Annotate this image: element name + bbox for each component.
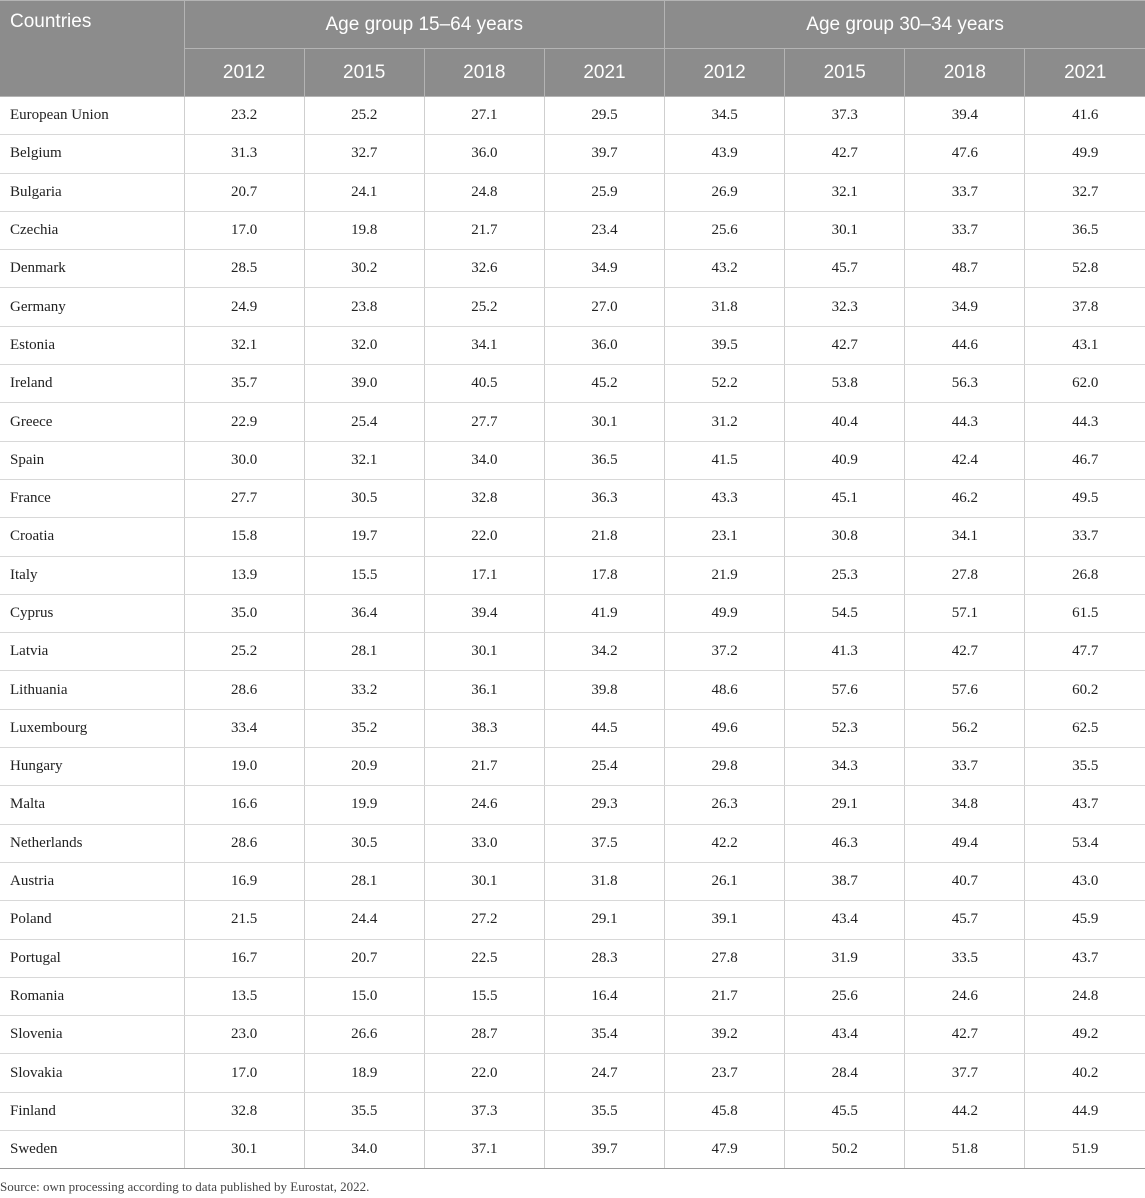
country-cell: Bulgaria bbox=[0, 173, 184, 211]
value-cell: 35.5 bbox=[1025, 748, 1145, 786]
value-cell: 32.8 bbox=[184, 1092, 304, 1130]
value-cell: 42.7 bbox=[785, 326, 905, 364]
country-cell: Netherlands bbox=[0, 824, 184, 862]
table-row bbox=[0, 1054, 1145, 1092]
value-cell: 42.4 bbox=[905, 441, 1025, 479]
value-cell: 24.6 bbox=[424, 786, 544, 824]
value-cell: 45.9 bbox=[1025, 901, 1145, 939]
value-cell: 26.9 bbox=[665, 173, 785, 211]
value-cell: 49.9 bbox=[665, 594, 785, 632]
header-year: 2021 bbox=[544, 49, 664, 97]
value-cell: 25.2 bbox=[424, 288, 544, 326]
value-cell: 28.3 bbox=[544, 939, 664, 977]
table-row bbox=[0, 556, 1145, 594]
value-cell: 43.2 bbox=[665, 250, 785, 288]
value-cell: 29.8 bbox=[665, 748, 785, 786]
value-cell: 44.3 bbox=[905, 403, 1025, 441]
value-cell: 19.0 bbox=[184, 748, 304, 786]
value-cell: 28.6 bbox=[184, 824, 304, 862]
value-cell: 45.7 bbox=[785, 250, 905, 288]
value-cell: 43.0 bbox=[1025, 862, 1145, 900]
value-cell: 30.1 bbox=[424, 633, 544, 671]
value-cell: 44.5 bbox=[544, 709, 664, 747]
country-cell: Ireland bbox=[0, 365, 184, 403]
value-cell: 23.7 bbox=[665, 1054, 785, 1092]
header-year: 2018 bbox=[424, 49, 544, 97]
value-cell: 37.3 bbox=[785, 97, 905, 135]
table-row bbox=[0, 1092, 1145, 1130]
value-cell: 28.6 bbox=[184, 671, 304, 709]
country-cell: European Union bbox=[0, 97, 184, 135]
value-cell: 23.2 bbox=[184, 97, 304, 135]
value-cell: 43.3 bbox=[665, 479, 785, 517]
value-cell: 21.8 bbox=[544, 518, 664, 556]
table-row bbox=[0, 748, 1145, 786]
country-cell: Spain bbox=[0, 441, 184, 479]
value-cell: 23.4 bbox=[544, 211, 664, 249]
value-cell: 34.0 bbox=[304, 1131, 424, 1169]
value-cell: 31.8 bbox=[544, 862, 664, 900]
value-cell: 41.9 bbox=[544, 594, 664, 632]
table-header bbox=[0, 1, 1145, 97]
value-cell: 18.9 bbox=[304, 1054, 424, 1092]
value-cell: 36.4 bbox=[304, 594, 424, 632]
value-cell: 25.2 bbox=[304, 97, 424, 135]
value-cell: 37.5 bbox=[544, 824, 664, 862]
table-row bbox=[0, 901, 1145, 939]
header-year: 2012 bbox=[184, 49, 304, 97]
value-cell: 39.7 bbox=[544, 1131, 664, 1169]
table-row bbox=[0, 403, 1145, 441]
value-cell: 30.1 bbox=[544, 403, 664, 441]
value-cell: 36.0 bbox=[424, 135, 544, 173]
header-group-30-34: Age group 30–34 years bbox=[665, 1, 1145, 49]
value-cell: 39.8 bbox=[544, 671, 664, 709]
value-cell: 24.1 bbox=[304, 173, 424, 211]
value-cell: 43.7 bbox=[1025, 939, 1145, 977]
value-cell: 36.5 bbox=[1025, 211, 1145, 249]
value-cell: 26.6 bbox=[304, 1016, 424, 1054]
value-cell: 45.8 bbox=[665, 1092, 785, 1130]
value-cell: 43.9 bbox=[665, 135, 785, 173]
value-cell: 51.9 bbox=[1025, 1131, 1145, 1169]
value-cell: 38.3 bbox=[424, 709, 544, 747]
value-cell: 25.6 bbox=[665, 211, 785, 249]
table-row bbox=[0, 135, 1145, 173]
value-cell: 27.0 bbox=[544, 288, 664, 326]
value-cell: 40.2 bbox=[1025, 1054, 1145, 1092]
country-cell: Estonia bbox=[0, 326, 184, 364]
value-cell: 20.9 bbox=[304, 748, 424, 786]
value-cell: 29.1 bbox=[785, 786, 905, 824]
value-cell: 33.2 bbox=[304, 671, 424, 709]
value-cell: 47.9 bbox=[665, 1131, 785, 1169]
value-cell: 15.0 bbox=[304, 977, 424, 1015]
header-year: 2015 bbox=[304, 49, 424, 97]
value-cell: 29.1 bbox=[544, 901, 664, 939]
value-cell: 39.4 bbox=[905, 97, 1025, 135]
value-cell: 44.6 bbox=[905, 326, 1025, 364]
value-cell: 21.5 bbox=[184, 901, 304, 939]
value-cell: 24.8 bbox=[1025, 977, 1145, 1015]
value-cell: 30.5 bbox=[304, 479, 424, 517]
value-cell: 49.4 bbox=[905, 824, 1025, 862]
value-cell: 41.3 bbox=[785, 633, 905, 671]
value-cell: 21.7 bbox=[424, 211, 544, 249]
value-cell: 34.1 bbox=[905, 518, 1025, 556]
value-cell: 22.5 bbox=[424, 939, 544, 977]
value-cell: 27.7 bbox=[184, 479, 304, 517]
value-cell: 34.9 bbox=[905, 288, 1025, 326]
value-cell: 24.8 bbox=[424, 173, 544, 211]
value-cell: 45.7 bbox=[905, 901, 1025, 939]
value-cell: 25.6 bbox=[785, 977, 905, 1015]
value-cell: 35.7 bbox=[184, 365, 304, 403]
value-cell: 17.0 bbox=[184, 1054, 304, 1092]
value-cell: 33.0 bbox=[424, 824, 544, 862]
country-cell: Latvia bbox=[0, 633, 184, 671]
value-cell: 61.5 bbox=[1025, 594, 1145, 632]
value-cell: 28.4 bbox=[785, 1054, 905, 1092]
country-cell: Hungary bbox=[0, 748, 184, 786]
value-cell: 34.5 bbox=[665, 97, 785, 135]
value-cell: 34.2 bbox=[544, 633, 664, 671]
value-cell: 24.4 bbox=[304, 901, 424, 939]
table-row bbox=[0, 441, 1145, 479]
value-cell: 24.6 bbox=[905, 977, 1025, 1015]
value-cell: 32.8 bbox=[424, 479, 544, 517]
value-cell: 27.7 bbox=[424, 403, 544, 441]
value-cell: 40.9 bbox=[785, 441, 905, 479]
value-cell: 53.4 bbox=[1025, 824, 1145, 862]
value-cell: 49.9 bbox=[1025, 135, 1145, 173]
value-cell: 60.2 bbox=[1025, 671, 1145, 709]
value-cell: 23.1 bbox=[665, 518, 785, 556]
value-cell: 43.4 bbox=[785, 901, 905, 939]
value-cell: 13.9 bbox=[184, 556, 304, 594]
value-cell: 13.5 bbox=[184, 977, 304, 1015]
value-cell: 32.1 bbox=[785, 173, 905, 211]
value-cell: 23.0 bbox=[184, 1016, 304, 1054]
value-cell: 30.1 bbox=[424, 862, 544, 900]
value-cell: 43.7 bbox=[1025, 786, 1145, 824]
table-row bbox=[0, 1131, 1145, 1169]
value-cell: 27.8 bbox=[905, 556, 1025, 594]
table-row bbox=[0, 939, 1145, 977]
value-cell: 23.8 bbox=[304, 288, 424, 326]
value-cell: 35.2 bbox=[304, 709, 424, 747]
country-cell: Austria bbox=[0, 862, 184, 900]
value-cell: 19.9 bbox=[304, 786, 424, 824]
source-note: Source: own processing according to data published by Eurostat, 2022. bbox=[0, 1179, 370, 1194]
country-cell: Slovenia bbox=[0, 1016, 184, 1054]
country-cell: France bbox=[0, 479, 184, 517]
value-cell: 30.1 bbox=[785, 211, 905, 249]
value-cell: 21.7 bbox=[424, 748, 544, 786]
value-cell: 48.6 bbox=[665, 671, 785, 709]
value-cell: 33.7 bbox=[905, 173, 1025, 211]
value-cell: 49.2 bbox=[1025, 1016, 1145, 1054]
header-year: 2018 bbox=[905, 49, 1025, 97]
value-cell: 34.3 bbox=[785, 748, 905, 786]
value-cell: 28.5 bbox=[184, 250, 304, 288]
value-cell: 24.9 bbox=[184, 288, 304, 326]
value-cell: 31.8 bbox=[665, 288, 785, 326]
value-cell: 25.2 bbox=[184, 633, 304, 671]
country-cell: Portugal bbox=[0, 939, 184, 977]
value-cell: 26.3 bbox=[665, 786, 785, 824]
header-group-15-64: Age group 15–64 years bbox=[184, 1, 665, 49]
value-cell: 17.0 bbox=[184, 211, 304, 249]
value-cell: 41.6 bbox=[1025, 97, 1145, 135]
value-cell: 39.0 bbox=[304, 365, 424, 403]
value-cell: 27.8 bbox=[665, 939, 785, 977]
value-cell: 26.1 bbox=[665, 862, 785, 900]
value-cell: 37.7 bbox=[905, 1054, 1025, 1092]
value-cell: 39.1 bbox=[665, 901, 785, 939]
value-cell: 37.3 bbox=[424, 1092, 544, 1130]
value-cell: 47.7 bbox=[1025, 633, 1145, 671]
value-cell: 40.5 bbox=[424, 365, 544, 403]
value-cell: 22.9 bbox=[184, 403, 304, 441]
table-row bbox=[0, 288, 1145, 326]
value-cell: 57.6 bbox=[905, 671, 1025, 709]
value-cell: 48.7 bbox=[905, 250, 1025, 288]
table-row bbox=[0, 786, 1145, 824]
value-cell: 32.0 bbox=[304, 326, 424, 364]
table-row bbox=[0, 977, 1145, 1015]
country-cell: Belgium bbox=[0, 135, 184, 173]
value-cell: 45.1 bbox=[785, 479, 905, 517]
value-cell: 38.7 bbox=[785, 862, 905, 900]
value-cell: 45.5 bbox=[785, 1092, 905, 1130]
value-cell: 57.6 bbox=[785, 671, 905, 709]
value-cell: 56.2 bbox=[905, 709, 1025, 747]
table-row bbox=[0, 173, 1145, 211]
value-cell: 34.1 bbox=[424, 326, 544, 364]
value-cell: 40.4 bbox=[785, 403, 905, 441]
country-cell: Cyprus bbox=[0, 594, 184, 632]
country-cell: Sweden bbox=[0, 1131, 184, 1169]
header-year: 2015 bbox=[785, 49, 905, 97]
value-cell: 39.7 bbox=[544, 135, 664, 173]
value-cell: 15.8 bbox=[184, 518, 304, 556]
value-cell: 52.2 bbox=[665, 365, 785, 403]
value-cell: 16.6 bbox=[184, 786, 304, 824]
value-cell: 21.7 bbox=[665, 977, 785, 1015]
value-cell: 32.1 bbox=[184, 326, 304, 364]
table-row bbox=[0, 250, 1145, 288]
value-cell: 40.7 bbox=[905, 862, 1025, 900]
value-cell: 35.0 bbox=[184, 594, 304, 632]
value-cell: 27.2 bbox=[424, 901, 544, 939]
table-body bbox=[0, 97, 1145, 1169]
value-cell: 42.7 bbox=[905, 1016, 1025, 1054]
country-cell: Luxembourg bbox=[0, 709, 184, 747]
value-cell: 15.5 bbox=[304, 556, 424, 594]
value-cell: 30.5 bbox=[304, 824, 424, 862]
value-cell: 32.7 bbox=[1025, 173, 1145, 211]
table-row bbox=[0, 211, 1145, 249]
table-row bbox=[0, 862, 1145, 900]
value-cell: 30.2 bbox=[304, 250, 424, 288]
value-cell: 62.0 bbox=[1025, 365, 1145, 403]
value-cell: 36.1 bbox=[424, 671, 544, 709]
value-cell: 25.9 bbox=[544, 173, 664, 211]
value-cell: 28.1 bbox=[304, 633, 424, 671]
value-cell: 29.3 bbox=[544, 786, 664, 824]
value-cell: 57.1 bbox=[905, 594, 1025, 632]
value-cell: 42.2 bbox=[665, 824, 785, 862]
value-cell: 20.7 bbox=[184, 173, 304, 211]
value-cell: 54.5 bbox=[785, 594, 905, 632]
value-cell: 36.0 bbox=[544, 326, 664, 364]
value-cell: 37.2 bbox=[665, 633, 785, 671]
value-cell: 43.1 bbox=[1025, 326, 1145, 364]
value-cell: 30.1 bbox=[184, 1131, 304, 1169]
value-cell: 34.0 bbox=[424, 441, 544, 479]
header-year: 2012 bbox=[665, 49, 785, 97]
table-row bbox=[0, 671, 1145, 709]
country-cell: Denmark bbox=[0, 250, 184, 288]
table-row bbox=[0, 97, 1145, 135]
value-cell: 25.4 bbox=[544, 748, 664, 786]
value-cell: 33.5 bbox=[905, 939, 1025, 977]
value-cell: 42.7 bbox=[905, 633, 1025, 671]
country-cell: Germany bbox=[0, 288, 184, 326]
value-cell: 31.9 bbox=[785, 939, 905, 977]
header-year: 2021 bbox=[1025, 49, 1145, 97]
value-cell: 31.3 bbox=[184, 135, 304, 173]
value-cell: 51.8 bbox=[905, 1131, 1025, 1169]
header-row-groups bbox=[0, 1, 1145, 49]
value-cell: 22.0 bbox=[424, 1054, 544, 1092]
value-cell: 46.3 bbox=[785, 824, 905, 862]
value-cell: 41.5 bbox=[665, 441, 785, 479]
value-cell: 29.5 bbox=[544, 97, 664, 135]
value-cell: 25.3 bbox=[785, 556, 905, 594]
value-cell: 52.8 bbox=[1025, 250, 1145, 288]
country-cell: Romania bbox=[0, 977, 184, 1015]
table-row bbox=[0, 633, 1145, 671]
value-cell: 36.3 bbox=[544, 479, 664, 517]
value-cell: 33.7 bbox=[1025, 518, 1145, 556]
value-cell: 21.9 bbox=[665, 556, 785, 594]
value-cell: 17.1 bbox=[424, 556, 544, 594]
value-cell: 30.0 bbox=[184, 441, 304, 479]
value-cell: 34.9 bbox=[544, 250, 664, 288]
table-row bbox=[0, 709, 1145, 747]
value-cell: 46.2 bbox=[905, 479, 1025, 517]
value-cell: 56.3 bbox=[905, 365, 1025, 403]
value-cell: 32.6 bbox=[424, 250, 544, 288]
value-cell: 49.6 bbox=[665, 709, 785, 747]
table-row bbox=[0, 365, 1145, 403]
value-cell: 28.1 bbox=[304, 862, 424, 900]
value-cell: 36.5 bbox=[544, 441, 664, 479]
value-cell: 24.7 bbox=[544, 1054, 664, 1092]
value-cell: 26.8 bbox=[1025, 556, 1145, 594]
value-cell: 46.7 bbox=[1025, 441, 1145, 479]
country-cell: Malta bbox=[0, 786, 184, 824]
country-cell: Poland bbox=[0, 901, 184, 939]
value-cell: 35.4 bbox=[544, 1016, 664, 1054]
value-cell: 53.8 bbox=[785, 365, 905, 403]
table-row bbox=[0, 824, 1145, 862]
value-cell: 35.5 bbox=[304, 1092, 424, 1130]
value-cell: 42.7 bbox=[785, 135, 905, 173]
country-cell: Lithuania bbox=[0, 671, 184, 709]
value-cell: 44.3 bbox=[1025, 403, 1145, 441]
value-cell: 22.0 bbox=[424, 518, 544, 556]
value-cell: 62.5 bbox=[1025, 709, 1145, 747]
value-cell: 32.1 bbox=[304, 441, 424, 479]
table-row bbox=[0, 1016, 1145, 1054]
value-cell: 20.7 bbox=[304, 939, 424, 977]
country-cell: Czechia bbox=[0, 211, 184, 249]
value-cell: 37.1 bbox=[424, 1131, 544, 1169]
value-cell: 52.3 bbox=[785, 709, 905, 747]
table-row bbox=[0, 518, 1145, 556]
value-cell: 49.5 bbox=[1025, 479, 1145, 517]
value-cell: 31.2 bbox=[665, 403, 785, 441]
country-cell: Finland bbox=[0, 1092, 184, 1130]
value-cell: 32.7 bbox=[304, 135, 424, 173]
value-cell: 39.2 bbox=[665, 1016, 785, 1054]
value-cell: 45.2 bbox=[544, 365, 664, 403]
value-cell: 33.7 bbox=[905, 211, 1025, 249]
value-cell: 50.2 bbox=[785, 1131, 905, 1169]
value-cell: 39.4 bbox=[424, 594, 544, 632]
value-cell: 28.7 bbox=[424, 1016, 544, 1054]
value-cell: 25.4 bbox=[304, 403, 424, 441]
value-cell: 17.8 bbox=[544, 556, 664, 594]
value-cell: 35.5 bbox=[544, 1092, 664, 1130]
value-cell: 37.8 bbox=[1025, 288, 1145, 326]
value-cell: 44.2 bbox=[905, 1092, 1025, 1130]
value-cell: 15.5 bbox=[424, 977, 544, 1015]
value-cell: 27.1 bbox=[424, 97, 544, 135]
header-countries: Countries bbox=[0, 1, 184, 97]
country-cell: Greece bbox=[0, 403, 184, 441]
value-cell: 16.4 bbox=[544, 977, 664, 1015]
value-cell: 33.4 bbox=[184, 709, 304, 747]
table-row bbox=[0, 594, 1145, 632]
value-cell: 32.3 bbox=[785, 288, 905, 326]
table-row bbox=[0, 326, 1145, 364]
value-cell: 30.8 bbox=[785, 518, 905, 556]
table-row bbox=[0, 479, 1145, 517]
value-cell: 43.4 bbox=[785, 1016, 905, 1054]
value-cell: 34.8 bbox=[905, 786, 1025, 824]
value-cell: 33.7 bbox=[905, 748, 1025, 786]
value-cell: 16.9 bbox=[184, 862, 304, 900]
value-cell: 19.7 bbox=[304, 518, 424, 556]
value-cell: 44.9 bbox=[1025, 1092, 1145, 1130]
country-cell: Croatia bbox=[0, 518, 184, 556]
country-cell: Slovakia bbox=[0, 1054, 184, 1092]
country-cell: Italy bbox=[0, 556, 184, 594]
value-cell: 19.8 bbox=[304, 211, 424, 249]
value-cell: 16.7 bbox=[184, 939, 304, 977]
value-cell: 39.5 bbox=[665, 326, 785, 364]
value-cell: 47.6 bbox=[905, 135, 1025, 173]
